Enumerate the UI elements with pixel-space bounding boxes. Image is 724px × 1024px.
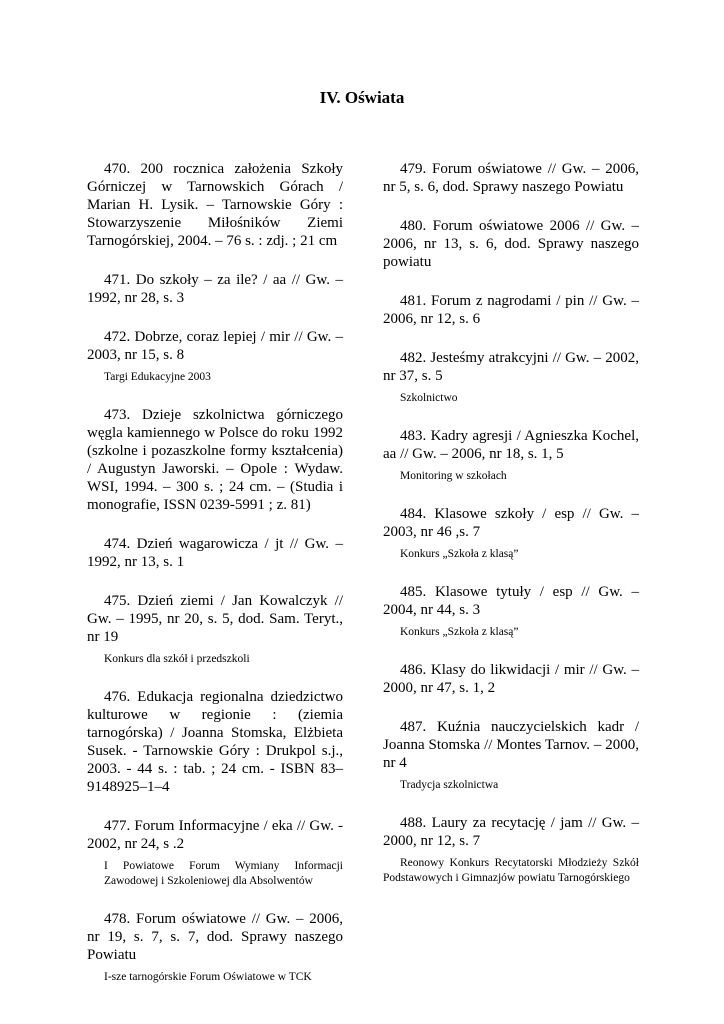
bibliography-entry-483: 483. Kadry agresji / Agnieszka Kochel, aa // Gw. – 2006, nr 18, s. 1, 5 [383,428,639,462]
entry-note-472: Targi Edukacyjne 2003 [104,371,211,383]
bibliography-entry-472: 472. Dobrze, coraz lepiej / mir // Gw. – 2003, nr 15, s. 8 [87,329,343,363]
bibliography-entry-487: 487. Kuźnia nauczycielskich kadr / Joanna Stomska // Montes Tarnov. – 2000, nr 4 [383,719,639,771]
bibliography-entry-478: 478. Forum oświatowe // Gw. – 2006, nr 19, s. 7, s. 7, dod. Sprawy naszego Powiatu [87,911,343,963]
entry-note-487: Tradycja szkolnictwa [400,779,499,791]
bibliography-entry-481: 481. Forum z nagrodami / pin // Gw. – 2006, nr 12, s. 6 [383,293,639,327]
entry-note-485: Konkurs „Szkoła z klasą” [400,626,519,638]
bibliography-entry-471: 471. Do szkoły – za ile? / aa // Gw. – 1992, nr 28, s. 3 [87,272,343,306]
bibliography-entry-477: 477. Forum Informacyjne / eka // Gw. - 2002, nr 24, s .2 [87,818,343,852]
left-column [87,160,343,985]
bibliography-entry-470: 470. 200 rocznica założenia Szkoły Górniczej w Tarnowskich Górach / Marian H. Lysik. – Tarnowskie Góry : Stowarzyszenie Miłośników Ziemi Tarnogórskiej, 2004. – 76 s. : zdj. ; 21 cm [87,161,343,249]
bibliography-entry-488: 488. Laury za recytację / jam // Gw. – 2000, nr 12, s. 7 [383,815,639,849]
entry-note-483: Monitoring w szkołach [400,470,507,482]
page-title: IV. Oświata [319,88,405,107]
bibliography-entry-475: 475. Dzień ziemi / Jan Kowalczyk // Gw. – 1995, nr 20, s. 5, dod. Sam. Teryt., nr 19 [87,593,343,645]
bibliography-entry-486: 486. Klasy do likwidacji / mir // Gw. – 2000, nr 47, s. 1, 2 [383,662,639,696]
entry-note-475: Konkurs dla szkół i przedszkoli [104,653,250,665]
bibliography-entry-474: 474. Dzień wagarowicza / jt // Gw. – 1992, nr 13, s. 1 [87,536,343,570]
entry-note-482: Szkolnictwo [400,392,458,404]
bibliography-entry-473: 473. Dzieje szkolnictwa górniczego węgla kamiennego w Polsce do roku 1992 (szkolne i pozaszkolne formy kształcenia) / Augustyn Jaworski. – Opole : Wydaw. WSI, 1994. – 300 s. ; 24 cm. – (Studia i monografie, ISSN 0239-5991 ; z. 81) [87,407,343,513]
entry-note-478: I-sze tarnogórskie Forum Oświatowe w TCK [104,971,312,983]
bibliography-entry-476: 476. Edukacja regionalna dziedzictwo kulturowe w regionie : (ziemia tarnogórska) / Joanna Stomska, Elżbieta Susek. - Tarnowskie Góry : Drukpol s.j., 2003. - 44 s. : tab. ; 24 cm. - ISBN 83–9148925–1–4 [87,689,343,795]
entry-note-484: Konkurs „Szkoła z klasą” [400,548,519,560]
entry-note-488: Reonowy Konkurs Recytatorski Młodzieży Szkół Podstawowych i Gimnazjów powiatu Tarnogórskiego [383,857,639,884]
bibliography-entry-482: 482. Jesteśmy atrakcyjni // Gw. – 2002, nr 37, s. 5 [383,350,639,384]
bibliography-entry-479: 479. Forum oświatowe // Gw. – 2006, nr 5, s. 6, dod. Sprawy naszego Powiatu [383,161,639,195]
bibliography-entry-480: 480. Forum oświatowe 2006 // Gw. – 2006, nr 13, s. 6, dod. Sprawy naszego powiatu [383,218,639,270]
entry-note-477: I Powiatowe Forum Wymiany Informacji Zawodowej i Szkoleniowej dla Absolwentów [104,860,343,887]
bibliography-entry-485: 485. Klasowe tytuły / esp // Gw. – 2004, nr 44, s. 3 [383,584,639,618]
right-column [383,160,639,886]
bibliography-entry-484: 484. Klasowe szkoły / esp // Gw. – 2003, nr 46 ,s. 7 [383,506,639,540]
